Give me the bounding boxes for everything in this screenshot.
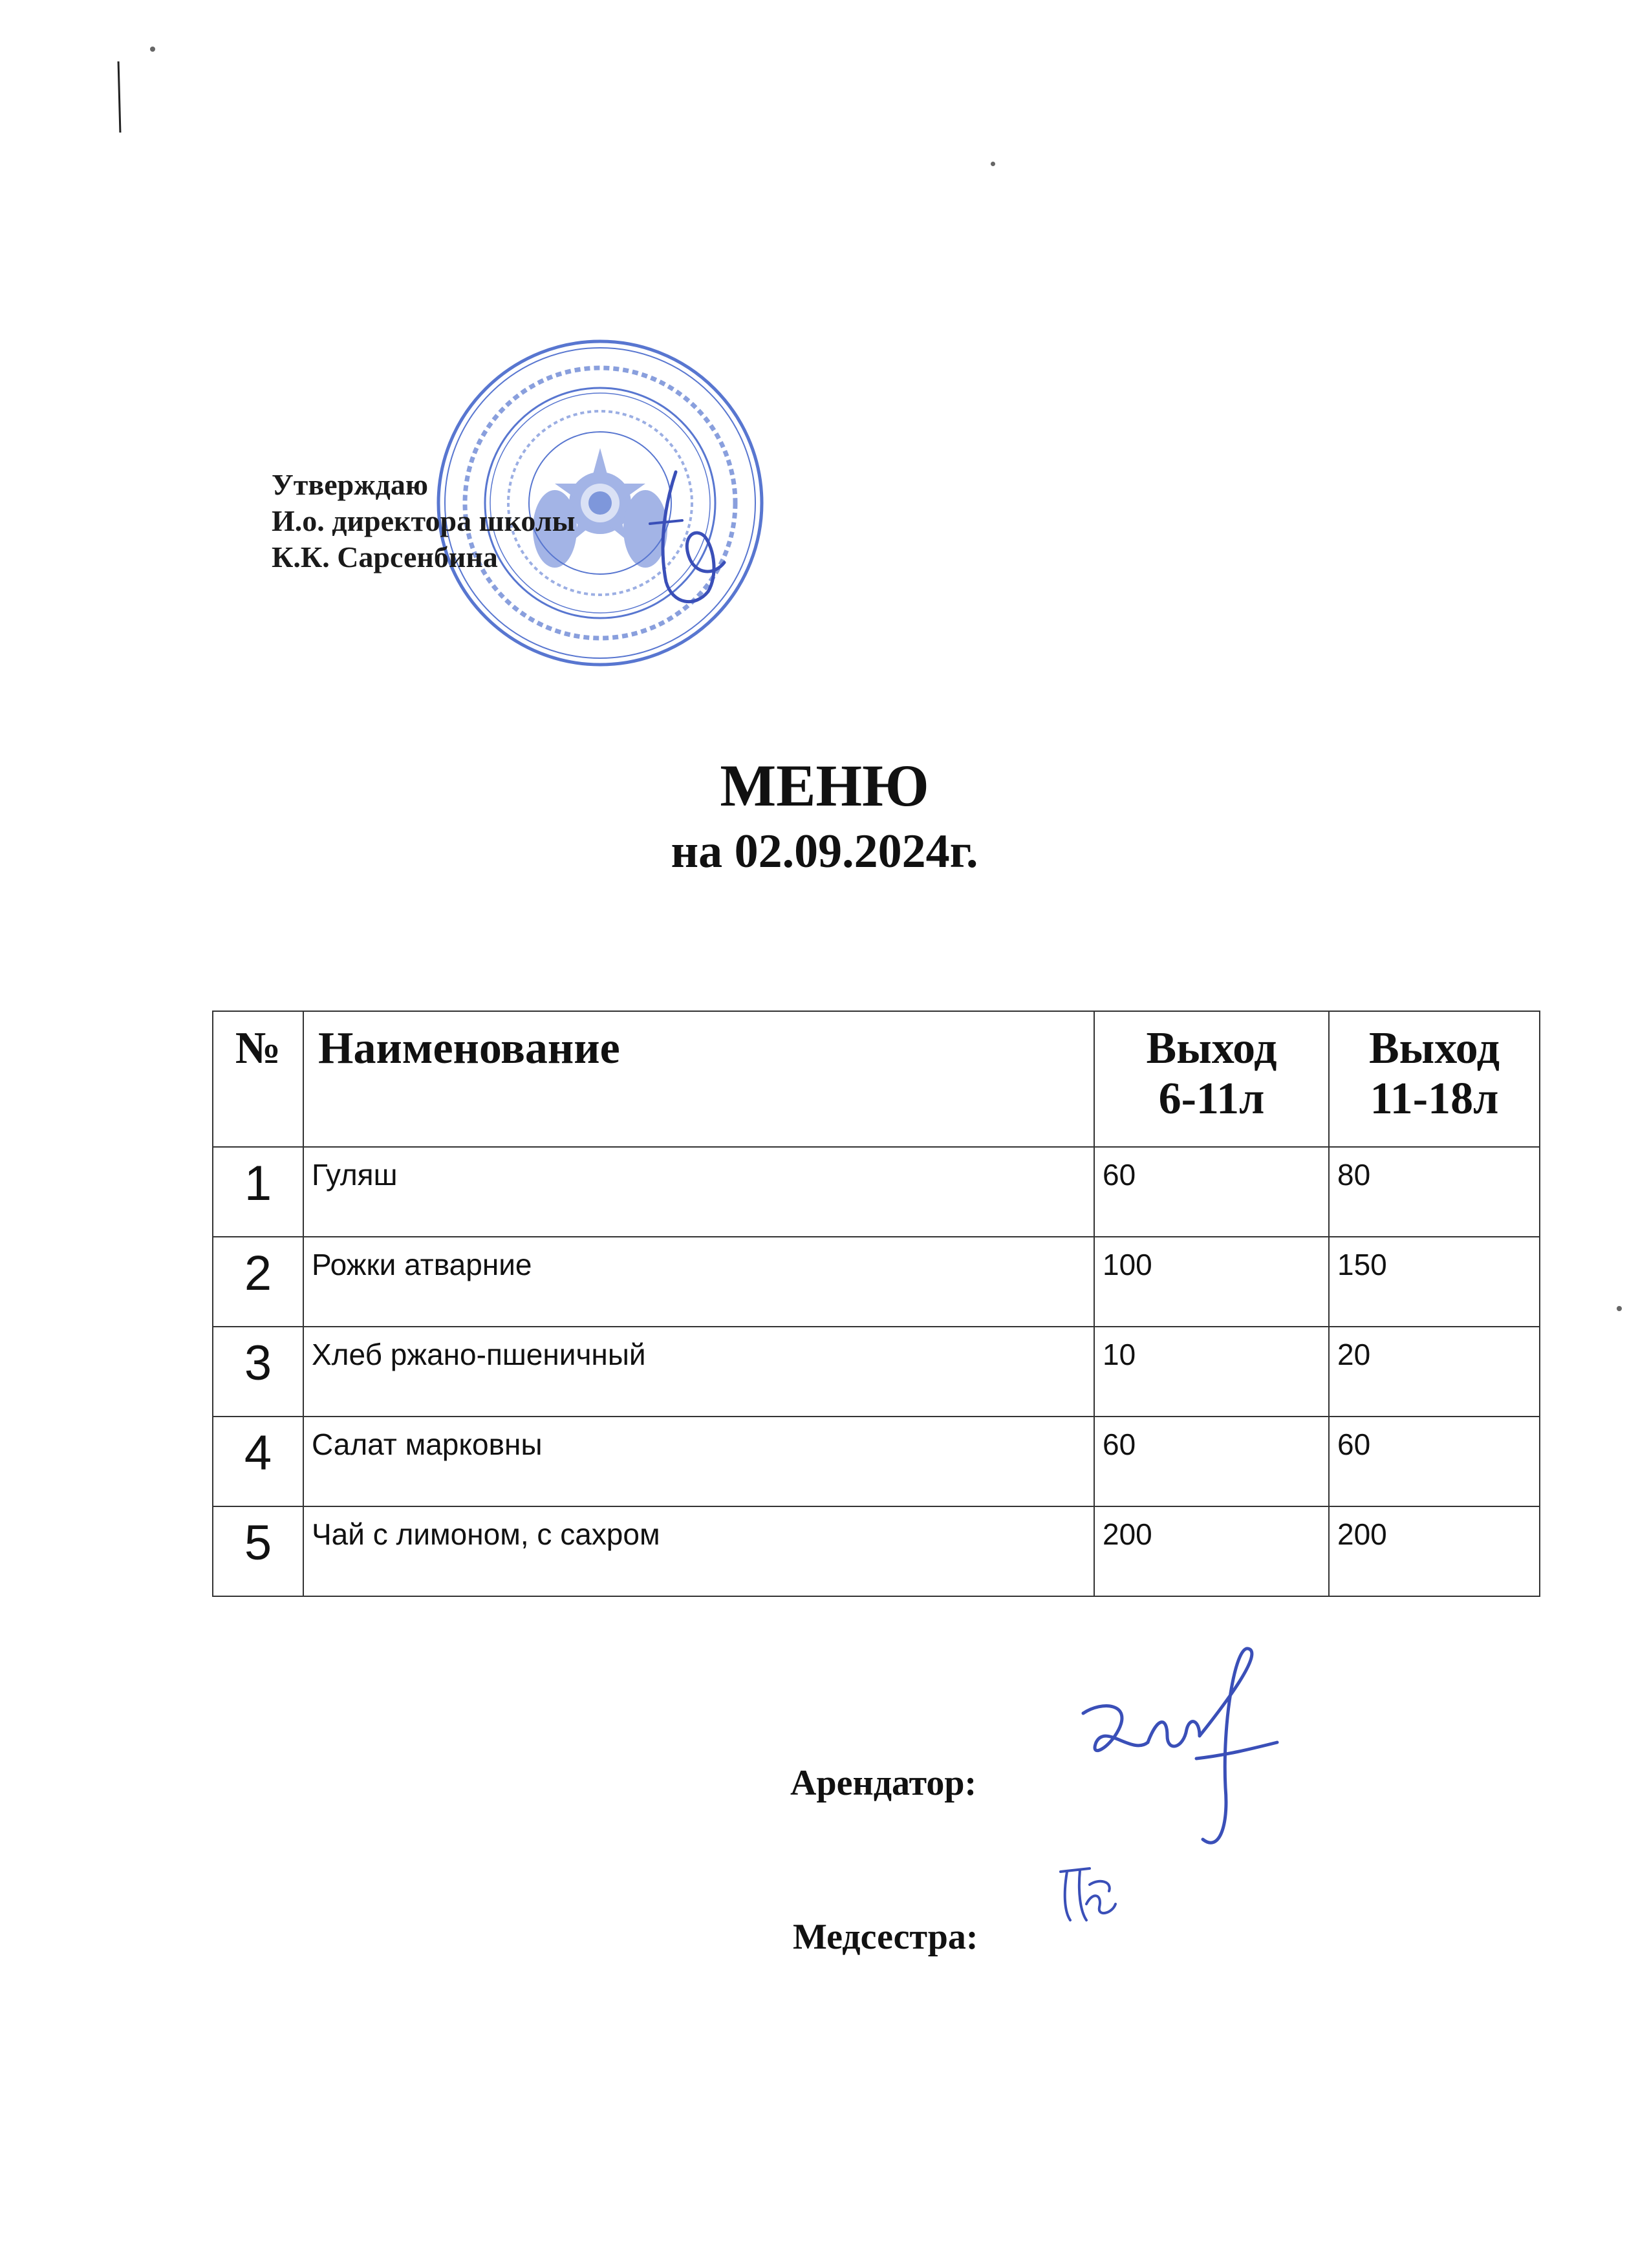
row-output-11-18: 20 bbox=[1329, 1327, 1540, 1417]
director-signature bbox=[637, 465, 734, 614]
header-output-11-18-line2: 11-18л bbox=[1370, 1074, 1499, 1124]
row-output-11-18: 60 bbox=[1329, 1417, 1540, 1506]
row-dish-name: Чай с лимоном, с сахром bbox=[303, 1506, 1094, 1596]
approval-position: И.о. директора школы bbox=[272, 504, 576, 537]
approval-word: Утверждаю bbox=[272, 468, 428, 501]
header-output-11-18 bbox=[1329, 1011, 1540, 1147]
header-name: Наименование bbox=[303, 1011, 1094, 1147]
menu-table bbox=[212, 1011, 1540, 1597]
row-number: 4 bbox=[213, 1417, 303, 1506]
table-row bbox=[213, 1417, 1540, 1506]
row-output-6-11: 10 bbox=[1094, 1327, 1329, 1417]
row-number: 5 bbox=[213, 1506, 303, 1596]
table-row bbox=[213, 1506, 1540, 1596]
scan-speck bbox=[150, 47, 155, 52]
row-dish-name: Хлеб ржано-пшеничный bbox=[303, 1327, 1094, 1417]
scan-edge-mark bbox=[118, 61, 122, 133]
table-header-row bbox=[213, 1011, 1540, 1147]
row-output-6-11: 60 bbox=[1094, 1147, 1329, 1237]
row-dish-name: Салат марковны bbox=[303, 1417, 1094, 1506]
table-row bbox=[213, 1327, 1540, 1417]
row-number: 1 bbox=[213, 1147, 303, 1237]
row-number: 3 bbox=[213, 1327, 303, 1417]
row-dish-name: Гуляш bbox=[303, 1147, 1094, 1237]
row-output-6-11: 100 bbox=[1094, 1237, 1329, 1327]
row-output-11-18: 150 bbox=[1329, 1237, 1540, 1327]
header-output-6-11-line2: 6-11л bbox=[1158, 1074, 1265, 1124]
row-output-11-18: 200 bbox=[1329, 1506, 1540, 1596]
row-dish-name: Рожки атварние bbox=[303, 1237, 1094, 1327]
document-date: на 02.09.2024г. bbox=[671, 825, 978, 878]
scan-speck bbox=[991, 162, 995, 166]
arendator-signature bbox=[1070, 1645, 1290, 1859]
scan-speck bbox=[1617, 1306, 1622, 1311]
header-output-11-18-line1: Выход bbox=[1368, 1023, 1500, 1073]
arendator-label: Арендатор: bbox=[790, 1763, 977, 1803]
header-number: № bbox=[213, 1011, 303, 1147]
document-title: МЕНЮ bbox=[720, 753, 929, 818]
header-output-6-11-line1: Выход bbox=[1146, 1023, 1277, 1073]
header-output-6-11 bbox=[1094, 1011, 1329, 1147]
row-number: 2 bbox=[213, 1237, 303, 1327]
nurse-label: Медсестра: bbox=[793, 1917, 978, 1957]
approval-person: К.К. Сарсенбина bbox=[272, 540, 498, 573]
row-output-11-18: 80 bbox=[1329, 1147, 1540, 1237]
nurse-signature bbox=[1051, 1859, 1128, 1930]
table-row bbox=[213, 1237, 1540, 1327]
row-output-6-11: 60 bbox=[1094, 1417, 1329, 1506]
table-row bbox=[213, 1147, 1540, 1237]
row-output-6-11: 200 bbox=[1094, 1506, 1329, 1596]
approval-block bbox=[272, 467, 575, 575]
